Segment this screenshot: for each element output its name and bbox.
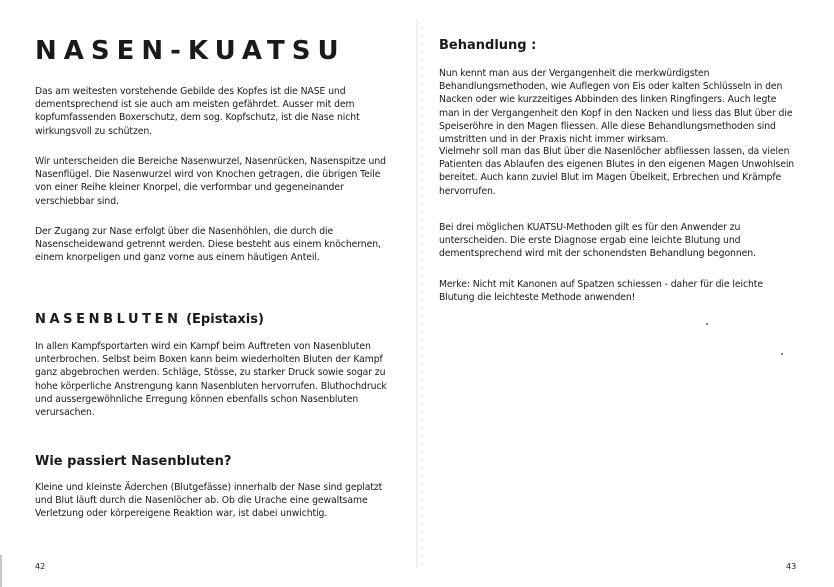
wie-passiert-heading: Wie passiert Nasenbluten? <box>35 454 232 469</box>
intro-paragraph-3: Der Zugang zur Nase erfolgt über die Nasenhöhlen, die durch die Nasenscheidewand getrennt werden. Diese besteht aus einem knöchernen, einem knorpeligen und ganz vorne aus einem häutigen Anteil. <box>35 226 381 264</box>
nasenbluten-heading <box>35 311 405 328</box>
right-page <box>417 0 834 587</box>
page-edge-mark <box>0 555 2 587</box>
print-speck <box>781 353 783 355</box>
nasenbluten-heading-suffix: (Epistaxis) <box>186 312 264 327</box>
behandlung-heading: Behandlung : <box>439 38 537 53</box>
behandlung-paragraph-2: Vielmehr soll man das Blut über die Nasenlöcher abfliessen lassen, da vielen Patienten das Ablaufen des eigenen Blutes in den eigenen Magen Unwohlsein bereitet. Auch kann zuviel Blut im Magen Übelkeit, Erbrechen und Krämpfe hervorrufen. <box>439 146 795 197</box>
page-title: NASEN-KUATSU <box>35 36 346 66</box>
intro-paragraph-2: Wir unterscheiden die Bereiche Nasenwurzel, Nasenrücken, Nasenspitze und Nasenflügel. Die Nasenwurzel wird von Knochen getragen, die übrigen Teile von einer Reihe kleiner Knorpel, die verformbar und gegeneinander verschiebbar sind. <box>35 156 386 207</box>
behandlung-paragraph-3: Bei drei möglichen KUATSU-Methoden gilt es für den Anwender zu unterscheiden. Die erste Diagnose ergab eine leichte Blutung und dementsprechend wird mit der schonendsten Behandlung begonnen. <box>439 222 756 260</box>
nasenbluten-paragraph: In allen Kampfsportarten wird ein Kampf beim Auftreten von Nasenbluten unterbrochen. Selbst beim Boxen kann beim wiederholten Bluten der Kampf ganz abgebrochen werden. Schläge, Stösse, zu starker Druck sowie sogar zu hohe körperliche Anstrengung kann Nasenbluten hervorrufen. Bluthochdruck und aussergewöhnliche Erregung können ebenfalls schon Nasenbluten verursachen. <box>35 341 387 419</box>
page-number-left: 42 <box>35 562 46 571</box>
nasenbluten-heading-main: NASENBLUTEN <box>35 312 182 327</box>
intro-paragraph-1: Das am weitesten vorstehende Gebilde des Kopfes ist die NASE und dementsprechend ist sie auch am meisten gefährdet. Ausser mit dem kopfumfassenden Boxerschutz, dem sog. Kopfschutz, ist die Nase nicht wirkungsvoll zu schützen. <box>35 86 360 137</box>
behandlung-paragraph-1: Nun kennt man aus der Vergangenheit die merkwürdigsten Behandlungsmethoden, wie Auflegen von Eis oder kalten Schlüsseln in den Nacken oder wie kurzzeitiges Abbinden des linken Ringfingers. Auch legte man in der Vergangenheit den Kopf in den Nacken und liess das Blut über die Speiseröhre in den Magen fliessen. Alle diese Behandlungsmethoden sind umstritten und in der Praxis nicht immer wirksam. <box>439 68 793 146</box>
page-number-right: 43 <box>786 562 797 571</box>
print-speck <box>706 323 708 325</box>
wie-passiert-paragraph: Kleine und kleinste Äderchen (Blutgefässe) innerhalb der Nase sind geplatzt und Blut läuft durch die Nasenlöcher ab. Ob die Urache eine gewaltsame Verletzung oder körpereigene Reaktion war, ist dabei unwichtig. <box>35 482 383 520</box>
merke-paragraph: Merke: Nicht mit Kanonen auf Spatzen schiessen - daher für die leichte Blutung die leichteste Methode anwenden! <box>439 279 763 304</box>
